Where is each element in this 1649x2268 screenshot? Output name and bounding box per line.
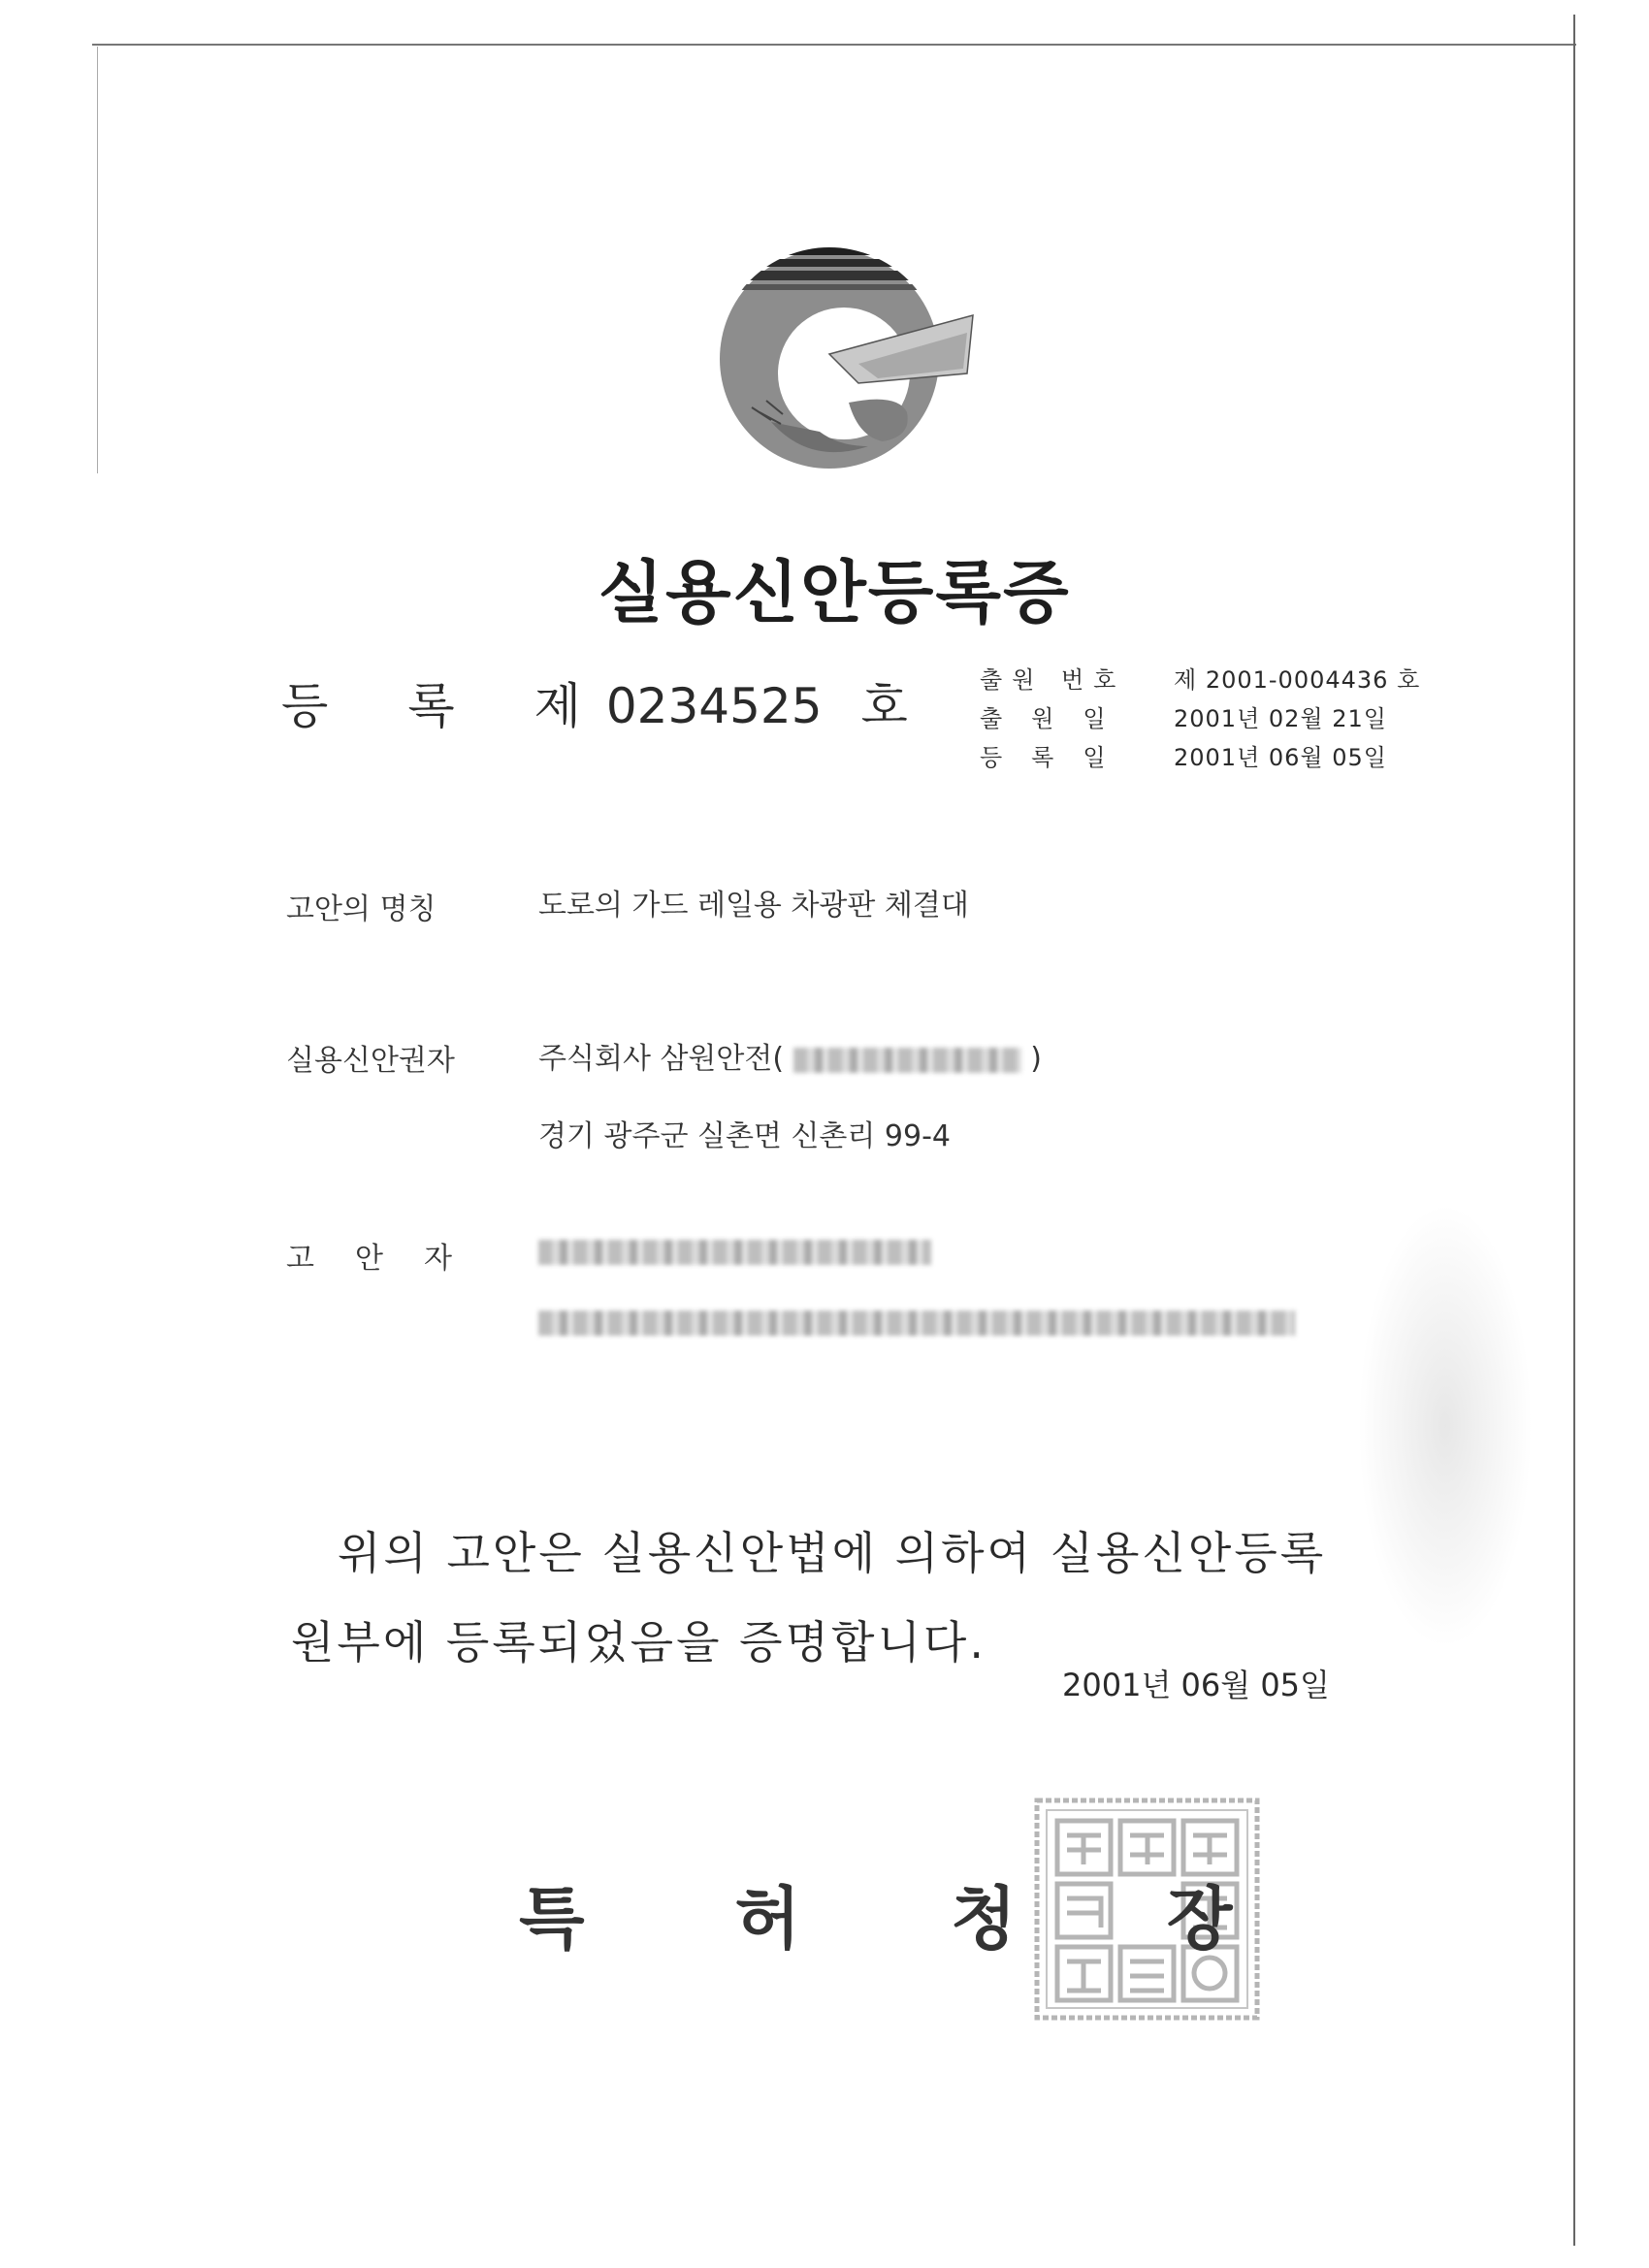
registration-label-char-2: 록 bbox=[407, 678, 455, 734]
redacted-id-number bbox=[793, 1048, 1021, 1073]
inventor-address-redacted bbox=[538, 1305, 1295, 1339]
redacted-inventor-address bbox=[538, 1311, 1295, 1336]
page-edge-left bbox=[97, 47, 98, 473]
redacted-inventor-name bbox=[538, 1240, 931, 1265]
registration-label-char-1: 등 bbox=[281, 678, 329, 734]
government-emblem-logo bbox=[713, 238, 994, 470]
issuer-char-1: 특 bbox=[519, 1879, 585, 1959]
info-row-registration-date bbox=[980, 735, 1420, 774]
inventor-label: 고안자 bbox=[286, 1242, 493, 1276]
statement-line-2: 원부에 등록되었음을 증명합니다. bbox=[291, 1616, 986, 1669]
page-edge-top bbox=[92, 44, 1576, 46]
info-row-application-date bbox=[980, 697, 1420, 735]
info-value: 2001년 02월 21일 bbox=[1174, 704, 1387, 732]
device-name-value: 도로의 가드 레일용 차광판 체결대 bbox=[538, 889, 969, 923]
info-row-application-number bbox=[980, 658, 1420, 697]
info-key: 출원 번호 bbox=[980, 665, 1126, 694]
issuer-char-2: 허 bbox=[734, 1879, 801, 1959]
right-holder-name-prefix: 주식회사 삼원안전( bbox=[538, 1042, 785, 1076]
issue-date: 2001년 06월 05일 bbox=[1062, 1667, 1330, 1703]
right-holder-name-suffix: ) bbox=[1030, 1042, 1042, 1076]
inventor-name-redacted bbox=[538, 1234, 931, 1268]
registration-number-line bbox=[281, 667, 908, 737]
certificate-title: 실용신안등록증 bbox=[598, 553, 1071, 632]
info-value: 제 2001-0004436 호 bbox=[1174, 665, 1421, 694]
registration-suffix: 호 bbox=[860, 678, 908, 734]
registration-number: 0234525 bbox=[605, 678, 823, 734]
statement-line-1: 위의 고안은 실용신안법에 의하여 실용신안등록 bbox=[338, 1527, 1327, 1579]
issuer-char-3: 청 bbox=[951, 1879, 1017, 1959]
issuer-char-4: 장 bbox=[1166, 1879, 1233, 1959]
application-info-table bbox=[980, 658, 1420, 774]
info-value: 2001년 06월 05일 bbox=[1174, 743, 1387, 771]
right-holder-name bbox=[538, 1034, 1042, 1077]
device-name-label: 고안의 명칭 bbox=[286, 892, 436, 926]
right-holder-label: 실용신안권자 bbox=[286, 1044, 455, 1078]
info-key: 등록일 bbox=[980, 743, 1135, 771]
right-holder-address: 경기 광주군 실촌면 신촌리 99-4 bbox=[538, 1119, 952, 1153]
info-key: 출원일 bbox=[980, 704, 1135, 732]
page-edge-right bbox=[1573, 15, 1575, 2246]
registration-label-char-3: 제 bbox=[534, 678, 581, 734]
